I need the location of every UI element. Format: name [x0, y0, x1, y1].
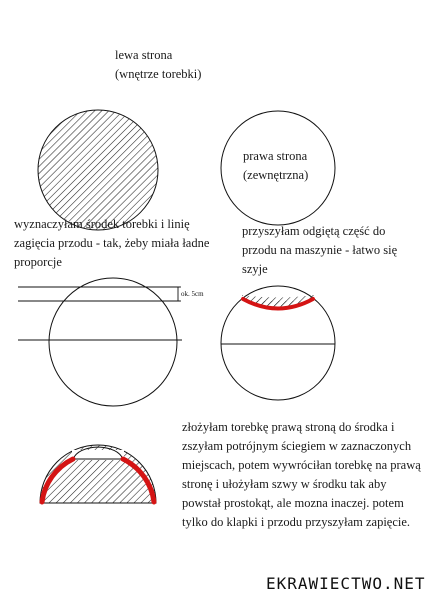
folded-bag-diagram [40, 445, 156, 503]
sewing-flap-instructions: przyszyłam odgiętą część do przodu na maszynie - łatwo się szyje [242, 224, 398, 276]
measurement-label: ok. 5cm [181, 290, 204, 298]
assembly-instructions: złożyłam torebkę prawą stroną do środka i zszyłam potrójnym ściegiem w zaznaczonych miejscach, potem wywróciłan torebkę na prawą stronę i ułożyłam szwy w środku tak aby powstał prostokąt, ale mozna inaczej. potem tylko do klapki i przodu przyszyłam zapięcie. [182, 420, 421, 529]
marking-instructions: wyznaczyłam środek torebki i linię zagięcia przodu - tak, żeby miała ładne proporcje [14, 217, 210, 269]
sewn-flap-diagram [221, 286, 335, 400]
site-watermark: EKRAWIECTWO.NET [266, 574, 426, 593]
marking-diagram [18, 278, 204, 406]
fabric-circle-inside [38, 110, 158, 230]
inside-side-label: lewa strona (wnętrze torebki) [115, 48, 202, 81]
fabric-circle-marked [49, 278, 177, 406]
outside-side-label: prawa strona (zewnętrzna) [243, 149, 309, 182]
